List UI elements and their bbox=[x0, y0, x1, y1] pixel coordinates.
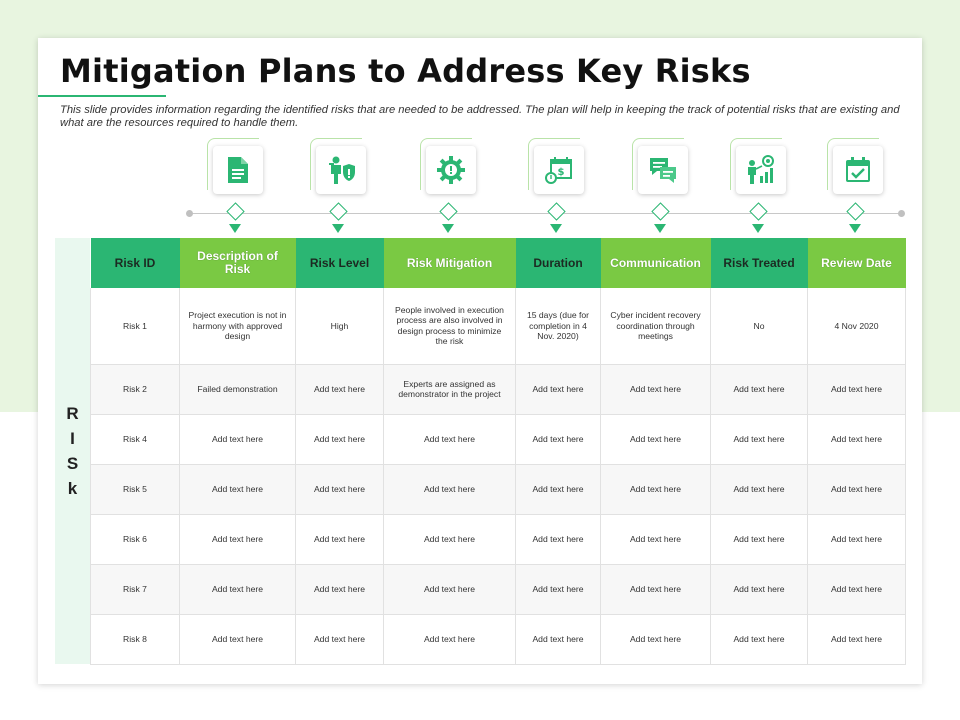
timeline-diamond bbox=[226, 202, 244, 220]
title-underline bbox=[38, 95, 166, 97]
col-header-description: Description of Risk bbox=[180, 238, 296, 288]
table-cell: Add text here bbox=[384, 514, 516, 564]
timeline-marker-6 bbox=[730, 138, 790, 238]
col-header-communication: Communication bbox=[601, 238, 711, 288]
table-cell: 15 days (due for completion in 4 Nov. 2020) bbox=[516, 288, 601, 364]
table-cell: Risk 5 bbox=[91, 464, 180, 514]
table-cell: Add text here bbox=[808, 464, 906, 514]
table-cell: Add text here bbox=[516, 364, 601, 414]
table-cell: Add text here bbox=[711, 514, 808, 564]
table-row bbox=[91, 364, 906, 414]
table-cell: Add text here bbox=[384, 464, 516, 514]
table-cell: Risk 6 bbox=[91, 514, 180, 564]
table-cell: Add text here bbox=[516, 464, 601, 514]
table-cell: Add text here bbox=[384, 564, 516, 614]
table-cell: Add text here bbox=[516, 614, 601, 664]
table-cell: Add text here bbox=[601, 564, 711, 614]
person-shield-icon bbox=[316, 146, 366, 194]
timeline-diamond bbox=[547, 202, 565, 220]
table-cell: Add text here bbox=[808, 564, 906, 614]
timeline-arrow bbox=[550, 224, 562, 233]
table-cell: Add text here bbox=[808, 414, 906, 464]
presenter-chart-icon bbox=[736, 146, 786, 194]
table-row bbox=[91, 614, 906, 664]
table-cell: Add text here bbox=[711, 614, 808, 664]
table-cell: Add text here bbox=[601, 614, 711, 664]
table-cell: Add text here bbox=[384, 414, 516, 464]
table-cell: Add text here bbox=[296, 564, 384, 614]
table-cell: Add text here bbox=[601, 514, 711, 564]
slide-subtitle: This slide provides information regarding the identified risks that are needed to be addressed. The plan will help in keeping the track of potential risks that are existing and what are the resources required to handle them. bbox=[60, 104, 900, 129]
table-cell: Failed demonstration bbox=[180, 364, 296, 414]
table-cell: Add text here bbox=[711, 414, 808, 464]
table-cell: Add text here bbox=[516, 514, 601, 564]
table-cell: Add text here bbox=[296, 414, 384, 464]
table-row bbox=[91, 564, 906, 614]
table-cell: Add text here bbox=[711, 364, 808, 414]
page-title: Mitigation Plans to Address Key Risks bbox=[60, 52, 751, 90]
table-cell: Add text here bbox=[808, 514, 906, 564]
col-header-review-date: Review Date bbox=[808, 238, 906, 288]
gear-alert-icon bbox=[426, 146, 476, 194]
timeline-arrow bbox=[752, 224, 764, 233]
timeline-marker-4 bbox=[528, 138, 588, 238]
side-letter: S bbox=[66, 454, 79, 473]
col-header-risk-level: Risk Level bbox=[296, 238, 384, 288]
table-row bbox=[91, 414, 906, 464]
timeline-end-dot bbox=[898, 210, 905, 217]
table-cell: Add text here bbox=[711, 464, 808, 514]
table-cell: Experts are assigned as demonstrator in the project bbox=[384, 364, 516, 414]
table-cell: Add text here bbox=[180, 414, 296, 464]
table-header-row bbox=[91, 238, 906, 288]
timeline-marker-7 bbox=[827, 138, 887, 238]
table-cell: Add text here bbox=[180, 564, 296, 614]
table-cell: Add text here bbox=[601, 464, 711, 514]
table-row bbox=[91, 514, 906, 564]
table-cell: Add text here bbox=[296, 364, 384, 414]
table-cell: Add text here bbox=[601, 364, 711, 414]
table-cell: People involved in execution process are also involved in design process to minimize the risk bbox=[384, 288, 516, 364]
timeline-marker-5 bbox=[632, 138, 692, 238]
table-row bbox=[91, 464, 906, 514]
timeline-diamond bbox=[651, 202, 669, 220]
table-cell: Cyber incident recovery coordination through meetings bbox=[601, 288, 711, 364]
timeline-arrow bbox=[332, 224, 344, 233]
document-icon bbox=[213, 146, 263, 194]
chat-bubbles-icon bbox=[638, 146, 688, 194]
timeline-marker-2 bbox=[310, 138, 370, 238]
timeline-arrow bbox=[229, 224, 241, 233]
table-cell: Risk 1 bbox=[91, 288, 180, 364]
col-header-duration: Duration bbox=[516, 238, 601, 288]
table-cell: Add text here bbox=[180, 514, 296, 564]
table-cell: High bbox=[296, 288, 384, 364]
timeline-diamond bbox=[439, 202, 457, 220]
table-cell: Add text here bbox=[601, 414, 711, 464]
timeline-marker-3 bbox=[420, 138, 480, 238]
side-letter: I bbox=[70, 429, 75, 448]
timeline-arrow bbox=[442, 224, 454, 233]
calendar-dollar-icon bbox=[534, 146, 584, 194]
table-cell: Add text here bbox=[516, 564, 601, 614]
col-header-risk-treated: Risk Treated bbox=[711, 238, 808, 288]
table-cell: Add text here bbox=[808, 614, 906, 664]
table-cell: Risk 8 bbox=[91, 614, 180, 664]
table-cell: No bbox=[711, 288, 808, 364]
timeline-diamond bbox=[749, 202, 767, 220]
timeline-start-dot bbox=[186, 210, 193, 217]
svg-text:$: $ bbox=[557, 167, 565, 178]
timeline-diamond bbox=[329, 202, 347, 220]
table-cell: Add text here bbox=[296, 614, 384, 664]
timeline-marker-1 bbox=[207, 138, 267, 238]
table-cell: Add text here bbox=[384, 614, 516, 664]
table-cell: Add text here bbox=[808, 364, 906, 414]
table-cell: Add text here bbox=[296, 514, 384, 564]
timeline-arrow bbox=[654, 224, 666, 233]
table-cell: Risk 2 bbox=[91, 364, 180, 414]
table-cell: Add text here bbox=[296, 464, 384, 514]
table-cell: Add text here bbox=[711, 564, 808, 614]
table-cell: Add text here bbox=[180, 464, 296, 514]
table-cell: Add text here bbox=[180, 614, 296, 664]
side-letter: k bbox=[67, 479, 78, 498]
side-letter: R bbox=[66, 404, 79, 423]
risk-side-label bbox=[55, 238, 90, 664]
table-cell: Risk 7 bbox=[91, 564, 180, 614]
risk-table bbox=[90, 238, 906, 665]
timeline-diamond bbox=[846, 202, 864, 220]
table-cell: Add text here bbox=[516, 414, 601, 464]
table-row bbox=[91, 288, 906, 364]
timeline-arrow bbox=[849, 224, 861, 233]
col-header-risk-id: Risk ID bbox=[91, 238, 180, 288]
calendar-check-icon bbox=[833, 146, 883, 194]
table-cell: 4 Nov 2020 bbox=[808, 288, 906, 364]
col-header-risk-mitigation: Risk Mitigation bbox=[384, 238, 516, 288]
table-cell: Project execution is not in harmony with approved design bbox=[180, 288, 296, 364]
table-cell: Risk 4 bbox=[91, 414, 180, 464]
